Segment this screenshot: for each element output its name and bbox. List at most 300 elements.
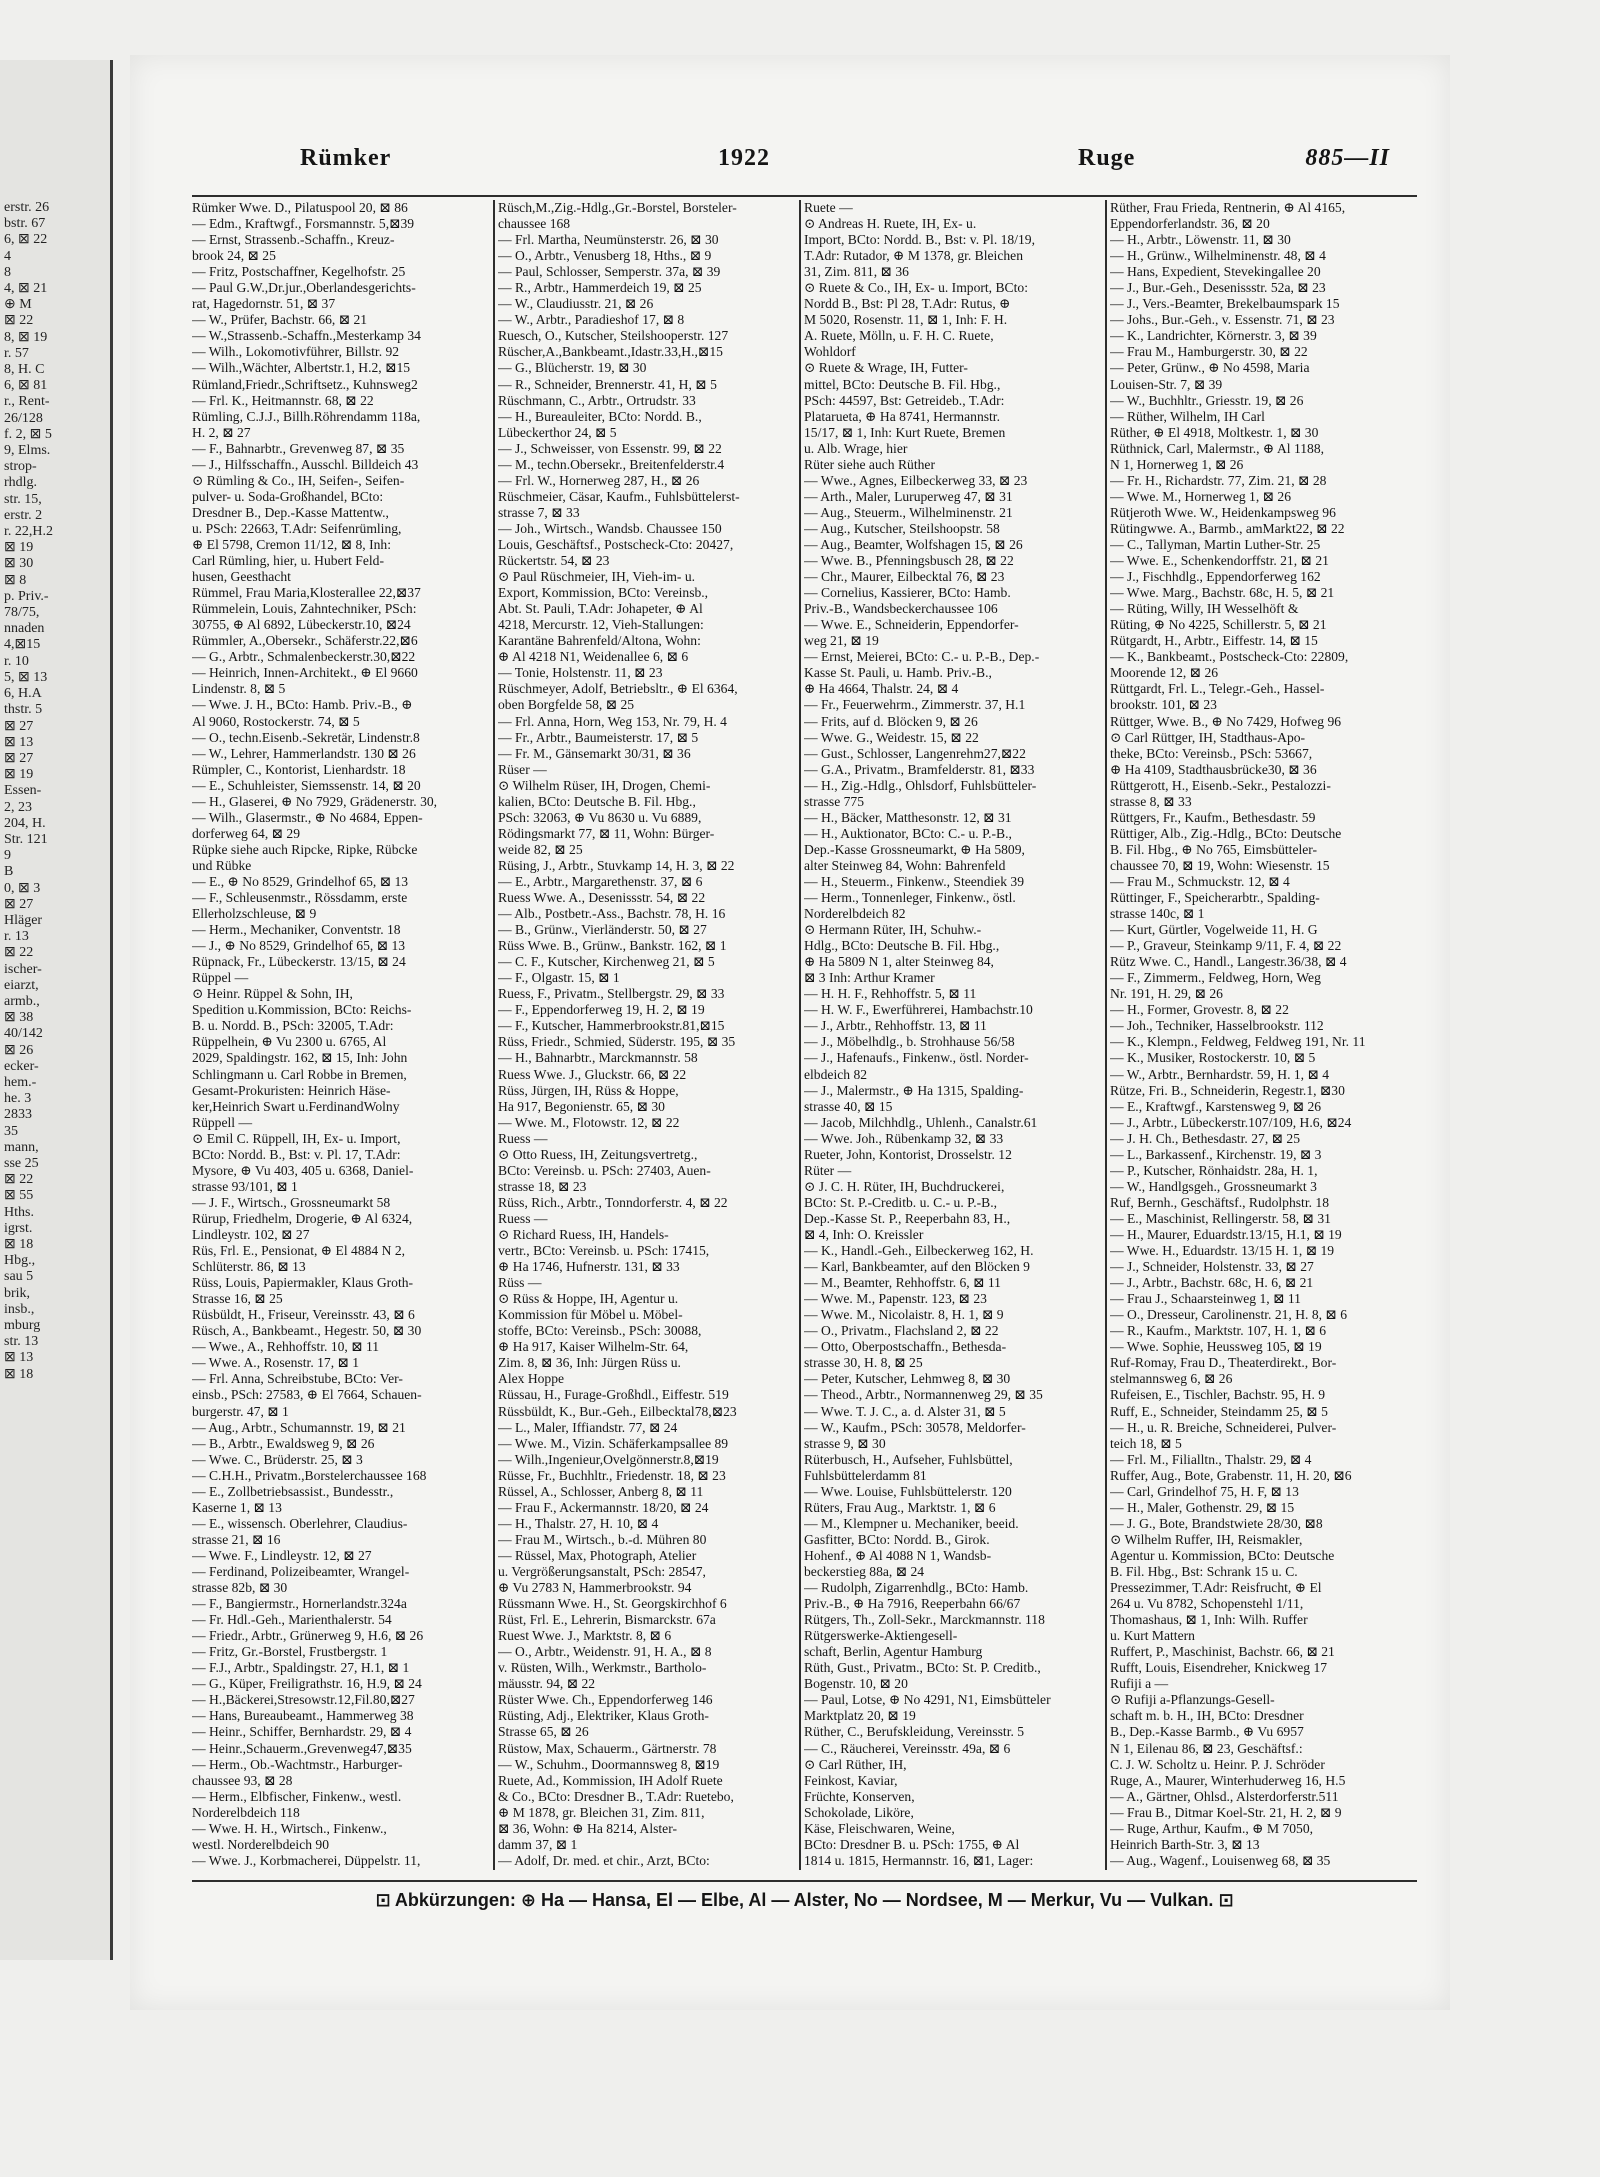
directory-entry-line: Rueter, John, Kontorist, Drosselstr. 12: [804, 1146, 1012, 1162]
directory-entry-line: — Fr. Hdl.-Geh., Marienthalerstr. 54: [192, 1612, 392, 1628]
directory-entry-line: Rüss Wwe. B., Grünw., Bankstr. 162, ⊠ 1: [498, 938, 727, 954]
directory-entry-line: — J., Schneider, Holstenstr. 33, ⊠ 27: [1110, 1259, 1314, 1275]
directory-entry-line: PSch: 44597, Bst: Getreideb., T.Adr:: [804, 392, 1005, 408]
directory-entry-line: — K., Landrichter, Körnerstr. 3, ⊠ 39: [1110, 328, 1317, 344]
directory-entry-line: B., Dep.-Kasse Barmb., ⊕ Vu 6957: [1110, 1724, 1304, 1740]
previous-page-fragment: sau 5: [4, 1269, 34, 1285]
directory-entry-line: Rüsse, Fr., Buchhltr., Friedenstr. 18, ⊠ 23: [498, 1467, 726, 1483]
directory-entry-line: — Frau J., Schaarsteinweg 1, ⊠ 11: [1110, 1291, 1301, 1307]
previous-page-fragment: he. 3: [4, 1091, 32, 1107]
directory-entry-line: Mysore, ⊕ Vu 403, 405 u. 6368, Daniel-: [192, 1162, 414, 1178]
directory-entry-line: — M., Klempner u. Mechaniker, beeid.: [804, 1515, 1019, 1531]
directory-entry-line: — J., ⊕ No 8529, Grindelhof 65, ⊠ 13: [192, 938, 406, 954]
directory-entry-line: Rüssel, A., Schlosser, Anberg 8, ⊠ 11: [498, 1483, 704, 1499]
directory-entry-line: Schlingmann u. Carl Robbe in Bremen,: [192, 1066, 407, 1082]
directory-entry-line: Rüser —: [498, 761, 547, 777]
directory-entry-line: Platarueta, ⊕ Ha 8741, Hermannstr.: [804, 408, 1000, 424]
previous-page-fragment: 4,⊠15: [4, 637, 41, 653]
directory-entry-line: — J., Arbtr., Rehhoffstr. 13, ⊠ 11: [804, 1018, 987, 1034]
directory-entry-line: Rüther, ⊕ El 4918, Moltkestr. 1, ⊠ 30: [1110, 424, 1319, 440]
directory-entry-line: — Edm., Kraftwgf., Forsmannstr. 5,⊠39: [192, 216, 415, 232]
previous-page-fragment: r. 57: [4, 345, 29, 361]
directory-entry-line: Ruess —: [498, 1210, 548, 1226]
directory-entry-line: Rüstow, Max, Schauerm., Gärtnerstr. 78: [498, 1740, 717, 1756]
directory-entry-line: strasse 18, ⊠ 23: [498, 1178, 587, 1194]
directory-entry-line: strasse 8, ⊠ 33: [1110, 793, 1192, 809]
directory-entry-line: Rütgers, Th., Zoll-Sekr., Marckmannstr. 118: [804, 1612, 1045, 1628]
directory-entry-line: A. Ruete, Mölln, u. F. H. C. Ruete,: [804, 328, 994, 344]
directory-entry-line: Rüttgers, Fr., Kaufm., Bethesdastr. 59: [1110, 809, 1316, 825]
previous-page-fragment: Essen-: [4, 783, 42, 799]
directory-entry-line: — Frl. K., Heitmannstr. 68, ⊠ 22: [192, 392, 374, 408]
abbreviations-footer: ⊡ Abkürzungen: ⊕ Ha — Hansa, El — Elbe, Al — Alster, No — Nordsee, M — Merkur, Vu — Vulkan. ⊡: [375, 1890, 1234, 1910]
directory-entry-line: — B., Grünw., Vierländerstr. 50, ⊠ 27: [498, 922, 707, 938]
directory-entry-line: — W., Claudiusstr. 21, ⊠ 26: [498, 296, 654, 312]
directory-entry-line: strasse 7, ⊠ 33: [498, 504, 580, 520]
directory-entry-line: — H. W. F., Ewerführerei, Hambachstr.10: [804, 1002, 1033, 1018]
directory-entry-line: — Frl. Martha, Neumünsterstr. 26, ⊠ 30: [498, 232, 719, 248]
directory-entry-line: Ruffer, Aug., Bote, Grabenstr. 11, H. 20, ⊠6: [1110, 1467, 1352, 1483]
directory-entry-line: ⊕ Ha 1746, Hufnerstr. 131, ⊠ 33: [498, 1259, 680, 1275]
previous-page-edge: [0, 60, 113, 1960]
directory-entry-line: — Rüther, Wilhelm, IH Carl: [1110, 408, 1265, 424]
previous-page-fragment: ⊠ 19: [4, 767, 34, 783]
directory-entry-line: — Rüting, Willy, IH Wesselhöft &: [1110, 601, 1299, 617]
directory-entry-line: ⊙ Hermann Rüter, IH, Schuhw.-: [804, 922, 982, 938]
directory-entry-line: Rüsch,M.,Zig.-Hdlg.,Gr.-Borstel, Borsteler-: [498, 200, 737, 215]
directory-entry-line: ⊙ Heinr. Rüppel & Sohn, IH,: [192, 986, 353, 1002]
directory-entry-line: chaussee 70, ⊠ 19, Wohn: Wiesenstr. 15: [1110, 857, 1330, 873]
directory-entry-line: — Friedr., Arbtr., Grünerweg 9, H.6, ⊠ 26: [192, 1628, 424, 1644]
directory-entry-line: Lindenstr. 8, ⊠ 5: [192, 681, 286, 697]
directory-entry-line: B. Fil. Hbg., Bst: Schrank 15 u. C.: [1110, 1563, 1298, 1579]
previous-page-fragment: eiarzt,: [4, 977, 39, 993]
directory-entry-line: — W., Lehrer, Hammerlandstr. 130 ⊠ 26: [192, 745, 416, 761]
directory-entry-line: — Kurt, Gürtler, Vogelweide 11, H. G: [1110, 922, 1318, 938]
directory-entry-line: ⊕ Ha 4109, Stadthausbrücke30, ⊠ 36: [1110, 761, 1317, 777]
directory-entry-line: — Heinr., Schiffer, Bernhardstr. 29, ⊠ 4: [192, 1724, 412, 1740]
directory-entry-line: Feinkost, Kaviar,: [804, 1772, 898, 1788]
directory-entry-line: — Frau M., Hamburgerstr. 30, ⊠ 22: [1110, 344, 1308, 360]
directory-entry-line: strasse 775: [804, 793, 865, 809]
directory-entry-line: B. u. Nordd. B., PSch: 32005, T.Adr:: [192, 1018, 394, 1034]
directory-entry-line: — Carl, Grindelhof 75, H. F, ⊠ 13: [1110, 1483, 1299, 1499]
directory-entry-line: — Wilh.,Ingenieur,Ovelgönnerstr.8,⊠19: [498, 1451, 719, 1467]
directory-entry-line: Rüss, Friedr., Schmied, Süderstr. 195, ⊠ 35: [498, 1034, 736, 1050]
directory-entry-line: oben Borgfelde 58, ⊠ 25: [498, 697, 635, 713]
directory-entry-line: Ruesch, O., Kutscher, Steilshooperstr. 127: [498, 328, 729, 344]
directory-entry-line: — F., Zimmerm., Feldweg, Horn, Weg: [1110, 970, 1321, 986]
directory-entry-line: — E., Maschinist, Rellingerstr. 58, ⊠ 31: [1110, 1210, 1331, 1226]
directory-entry-line: — P., Graveur, Steinkamp 9/11, F. 4, ⊠ 22: [1110, 938, 1342, 954]
directory-entry-line: Rüschmeyer, Adolf, Betriebsltr., ⊕ El 6364,: [498, 681, 738, 697]
previous-page-fragment: ischer-: [4, 961, 42, 977]
directory-entry-line: Dep.-Kasse Grossneumarkt, ⊕ Ha 5809,: [804, 841, 1025, 857]
directory-entry-line: ⊙ Otto Ruess, IH, Zeitungsvertretg.,: [498, 1146, 698, 1162]
bottom-rule: [192, 1880, 1417, 1882]
directory-entry-line: Marktplatz 20, ⊠ 19: [804, 1708, 916, 1724]
directory-entry-line: strasse 9, ⊠ 30: [804, 1435, 886, 1451]
directory-entry-line: Schokolade, Liköre,: [804, 1804, 914, 1820]
directory-entry-line: teich 18, ⊠ 5: [1110, 1435, 1182, 1451]
directory-entry-line: — H., Maurer, Eduardstr.13/15, H.1, ⊠ 19: [1110, 1227, 1342, 1242]
directory-entry-line: theke, BCto: Vereinsb., PSch: 53667,: [1110, 745, 1313, 761]
directory-entry-line: — Herm., Tonnenleger, Finkenw., östl.: [804, 890, 1016, 906]
directory-entry-line: — Aug., Arbtr., Schumannstr. 19, ⊠ 21: [192, 1419, 406, 1435]
directory-entry-line: — Ferdinand, Polizeibeamter, Wrangel-: [192, 1563, 410, 1579]
directory-entry-line: Norderelbdeich 118: [192, 1804, 300, 1820]
directory-entry-line: — Gust., Schlosser, Langenrehm27,⊠22: [804, 745, 1026, 761]
directory-entry-line: — C., Räucherei, Vereinsstr. 49a, ⊠ 6: [804, 1740, 1011, 1756]
directory-entry-line: — Johs., Bur.-Geh., v. Essenstr. 71, ⊠ 23: [1110, 312, 1335, 328]
directory-entry-line: — Wwe. T. J. C., a. d. Alster 31, ⊠ 5: [804, 1403, 1006, 1419]
previous-page-fragment: thstr. 5: [4, 702, 43, 718]
directory-entry-line: Hohenf., ⊕ Al 4088 N 1, Wandsb-: [804, 1547, 992, 1563]
directory-entry-line: Ruff, E., Schneider, Steindamm 25, ⊠ 5: [1110, 1403, 1328, 1419]
directory-entry-line: Rückertstr. 54, ⊠ 23: [498, 553, 610, 569]
directory-entry-line: ⊕ M 1878, gr. Bleichen 31, Zim. 811,: [498, 1804, 705, 1820]
directory-entry-line: chaussee 168: [498, 216, 571, 232]
directory-entry-line: — H., Glaserei, ⊕ No 7929, Grädenerstr. 30,: [192, 793, 438, 809]
directory-entry-line: Rüpnack, Fr., Lübeckerstr. 13/15, ⊠ 24: [192, 954, 406, 970]
directory-entry-line: N 1, Hornerweg 1, ⊠ 26: [1110, 456, 1244, 472]
directory-entry-line: Rüting, ⊕ No 4225, Schillerstr. 5, ⊠ 21: [1110, 617, 1327, 633]
directory-entry-line: — Wilh., Lokomotivführer, Billstr. 92: [192, 344, 400, 360]
directory-entry-line: Fuhlsbüttelerdamm 81: [804, 1467, 927, 1483]
directory-entry-line: Priv.-B., ⊕ Ha 7916, Reeperbahn 66/67: [804, 1596, 1021, 1612]
directory-entry-line: ⊙ Carl Rüther, IH,: [804, 1756, 907, 1772]
directory-entry-line: — Theod., Arbtr., Normannenweg 29, ⊠ 35: [804, 1387, 1043, 1403]
directory-entry-line: — Aug., Beamter, Wolfshagen 15, ⊠ 26: [804, 536, 1023, 552]
directory-entry-line: dorferweg 64, ⊠ 29: [192, 825, 301, 841]
directory-entry-line: Thomashaus, ⊠ 1, Inh: Wilh. Ruffer: [1110, 1612, 1308, 1628]
directory-entry-line: — Frits, auf d. Blöcken 9, ⊠ 26: [804, 713, 978, 729]
directory-entry-line: burgerstr. 47, ⊠ 1: [192, 1403, 289, 1419]
directory-entry-line: — Aug., Kutscher, Steilshoopstr. 58: [804, 520, 1000, 536]
directory-entry-line: — K., Handl.-Geh., Eilbeckerweg 162, H.: [804, 1243, 1034, 1259]
directory-entry-line: — Otto, Oberpostschaffn., Bethesda-: [804, 1339, 1007, 1355]
directory-entry-line: ⊕ Ha 917, Kaiser Wilhelm-Str. 64,: [498, 1339, 689, 1355]
directory-entry-line: — Cornelius, Kassierer, BCto: Hamb.: [804, 585, 1011, 601]
directory-entry-line: — Paul G.W.,Dr.jur.,Oberlandesgerichts-: [192, 280, 416, 296]
directory-entry-line: — Wwe. A., Rosenstr. 17, ⊠ 1: [192, 1355, 360, 1371]
directory-entry-line: rat, Hagedornstr. 51, ⊠ 37: [192, 296, 336, 312]
directory-entry-line: — H., Grünw., Wilhelminenstr. 48, ⊠ 4: [1110, 248, 1326, 264]
previous-page-fragment: 26/128: [4, 410, 43, 426]
directory-entry-line: — Herm., Elbfischer, Finkenw., westl.: [192, 1788, 402, 1804]
directory-entry-line: Rüssbüldt, K., Bur.-Geh., Eilbecktal78,⊠23: [498, 1403, 737, 1419]
directory-entry-line: [1110, 1869, 1406, 1870]
directory-entry-line: Rümmelein, Louis, Zahntechniker, PSch:: [192, 601, 417, 617]
directory-entry-line: — Frau M., Schmuckstr. 12, ⊠ 4: [1110, 873, 1290, 889]
directory-entry-line: Rütingwwe. A., Barmb., amMarkt22, ⊠ 22: [1110, 520, 1345, 536]
directory-entry-line: — K., Bankbeamt., Postscheck-Cto: 22809,: [1110, 649, 1349, 665]
previous-page-fragment: ⊕ M: [4, 297, 32, 313]
directory-entry-line: Rüsing, J., Arbtr., Stuvkamp 14, H. 3, ⊠ 22: [498, 857, 735, 873]
directory-entry-line: Früchte, Konserven,: [804, 1788, 915, 1804]
previous-page-fragment: 6, ⊠ 81: [4, 378, 48, 394]
directory-entry-line: Bogenstr. 10, ⊠ 20: [804, 1676, 908, 1692]
directory-entry-line: — W.,Strassenb.-Schaffn.,Mesterkamp 34: [192, 328, 421, 344]
directory-entry-line: ⊠ 3 Inh: Arthur Kramer: [804, 970, 935, 986]
previous-page-fragment: 8, ⊠ 19: [4, 329, 48, 345]
directory-entry-line: — Wwe. M., Flotowstr. 12, ⊠ 22: [498, 1114, 680, 1130]
directory-entry-line: Karantäne Bahrenfeld/Altona, Wohn:: [498, 633, 701, 649]
directory-entry-line: — G., Arbtr., Schmalenbeckerstr.30,⊠22: [192, 649, 416, 665]
directory-entry-line: Schlüterstr. 86, ⊠ 13: [192, 1259, 306, 1275]
directory-entry-line: — M., techn.Obersekr., Breitenfelderstr.4: [498, 456, 725, 472]
directory-entry-line: — Karl, Bankbeamter, auf den Blöcken 9: [804, 1259, 1030, 1275]
previous-page-fragment: 4: [4, 248, 11, 264]
header-last-entry: Ruge: [1078, 145, 1136, 171]
directory-entry-line: Käse, Fleischwaren, Weine,: [804, 1820, 955, 1836]
directory-entry-line: — G.A., Privatm., Bramfelderstr. 81, ⊠33: [804, 761, 1035, 777]
directory-entry-line: Rüscher,A.,Bankbeamt.,Idastr.33,H.,⊠15: [498, 344, 723, 360]
directory-entry-line: Spedition u.Kommission, BCto: Reichs-: [192, 1002, 412, 1018]
directory-entry-line: — J., Arbtr., Lübeckerstr.107/109, H.6, ⊠24: [1110, 1114, 1352, 1130]
previous-page-fragment: Hths.: [4, 1204, 34, 1220]
directory-entry-line: schaft m. b. H., IH, BCto: Dresdner: [1110, 1708, 1304, 1724]
directory-entry-line: strasse 82b, ⊠ 30: [192, 1580, 288, 1596]
directory-entry-line: — A., Gärtner, Ohlsd., Alsterdorferstr.511: [1110, 1788, 1339, 1804]
directory-entry-line: — L., Barkassenf., Kirchenstr. 19, ⊠ 3: [1110, 1146, 1322, 1162]
directory-entry-line: — J., Malermstr., ⊕ Ha 1315, Spalding-: [804, 1082, 1024, 1098]
directory-entry-line: — L., Maler, Iffiandstr. 77, ⊠ 24: [498, 1419, 678, 1435]
directory-entry-line: kalien, BCto: Deutsche B. Fil. Hbg.,: [498, 793, 696, 809]
directory-entry-line: — Frl. Anna, Horn, Weg 153, Nr. 79, H. 4: [498, 713, 727, 729]
directory-entry-line: strasse 21, ⊠ 16: [192, 1531, 281, 1547]
previous-page-fragment: ⊠ 22: [4, 1172, 34, 1188]
directory-entry-line: Rüthnick, Carl, Malermstr., ⊕ Al 1188,: [1110, 440, 1325, 456]
directory-entry-line: — Frl. M., Filialltn., Thalstr. 29, ⊠ 4: [1110, 1451, 1312, 1467]
directory-entry-line: Alex Hoppe: [498, 1371, 565, 1387]
directory-entry-line: Rütgardt, H., Arbtr., Eiffestr. 14, ⊠ 15: [1110, 633, 1318, 649]
directory-entry-line: Rüss —: [498, 1275, 542, 1291]
directory-entry-line: — Peter, Kutscher, Lehmweg 8, ⊠ 30: [804, 1371, 1011, 1387]
directory-entry-line: Rüppelhein, ⊕ Vu 2300 u. 6765, Al: [192, 1034, 387, 1050]
directory-entry-line: Rüster Wwe. Ch., Eppendorferweg 146: [498, 1692, 713, 1708]
directory-entry-line: — Alb., Postbetr.-Ass., Bachstr. 78, H. 16: [498, 906, 726, 922]
directory-entry-line: — Frl. W., Hornerweg 287, H., ⊠ 26: [498, 472, 700, 488]
directory-entry-line: — H., Arbtr., Löwenstr. 11, ⊠ 30: [1110, 232, 1291, 248]
directory-entry-line: — J. F., Wirtsch., Grossneumarkt 58: [192, 1194, 391, 1210]
directory-entry-line: — Joh., Wirtsch., Wandsb. Chaussee 150: [498, 520, 722, 536]
previous-page-fragment: 4, ⊠ 21: [4, 281, 48, 297]
previous-page-fragment: insb.,: [4, 1301, 35, 1317]
directory-entry-line: ⊕ Ha 4664, Thalstr. 24, ⊠ 4: [804, 681, 959, 697]
directory-entry-line: Carl Rümling, hier, u. Hubert Feld-: [192, 553, 385, 569]
previous-page-fragment: brik,: [4, 1285, 31, 1301]
directory-entry-line: Rüssau, H., Furage-Großhdl., Eiffestr. 519: [498, 1387, 729, 1403]
column-1: [192, 200, 488, 1870]
directory-entry-line: — B., Arbtr., Ewaldsweg 9, ⊠ 26: [192, 1435, 375, 1451]
header-page-number: 885—II: [1305, 145, 1390, 171]
directory-entry-line: — E., Kraftwgf., Karstensweg 9, ⊠ 26: [1110, 1098, 1322, 1114]
directory-entry-line: — O., Dresseur, Carolinenstr. 21, H. 8, ⊠ 6: [1110, 1307, 1348, 1323]
directory-entry-line: — Jacob, Milchhdlg., Uhlenh., Canalstr.61: [804, 1114, 1038, 1130]
directory-entry-line: Rümmel, Frau Maria,Klosterallee 22,⊠37: [192, 585, 421, 601]
previous-page-fragment: ⊠ 13: [4, 734, 34, 750]
directory-entry-line: BCto: St. P.-Creditb. u. C.- u. P.-B.,: [804, 1194, 997, 1210]
column-4: [1110, 200, 1406, 1870]
directory-entry-line: ⊕ Al 4218 N1, Weidenallee 6, ⊠ 6: [498, 649, 689, 665]
directory-entry-line: alter Steinweg 84, Wohn: Bahrenfeld: [804, 857, 1006, 873]
directory-entry-line: Wohldorf: [804, 344, 856, 360]
directory-entry-line: — J., Hilfsschaffn., Ausschl. Billdeich 43: [192, 456, 419, 472]
previous-page-fragment: ⊠ 8: [4, 572, 27, 588]
previous-page-fragment: Hbg.,: [4, 1253, 36, 1269]
previous-page-fragment: Str. 121: [4, 831, 48, 847]
directory-entry-line: Ruess Wwe. J., Gluckstr. 66, ⊠ 22: [498, 1066, 687, 1082]
directory-entry-line: — J. G., Bote, Brandstwiete 28/30, ⊠8: [1110, 1515, 1323, 1531]
directory-entry-line: Rüttinger, F., Speicherarbtr., Spalding-: [1110, 890, 1320, 906]
previous-page-fragment: r., Rent-: [4, 394, 50, 410]
directory-entry-line: — Herm., Mechaniker, Conventstr. 18: [192, 922, 401, 938]
directory-entry-line: weide 82, ⊠ 25: [498, 841, 583, 857]
directory-entry-line: Rüss, Louis, Papiermakler, Klaus Groth-: [192, 1275, 414, 1291]
previous-page-fragment: 2833: [4, 1107, 32, 1123]
directory-entry-line: — E., wissensch. Oberlehrer, Claudius-: [192, 1515, 408, 1531]
previous-page-fragment: r. 13: [4, 929, 29, 945]
directory-entry-line: — O., Arbtr., Venusberg 18, Hths., ⊠ 9: [498, 248, 712, 264]
directory-entry-line: — F., Bahnarbtr., Grevenweg 87, ⊠ 35: [192, 440, 405, 456]
directory-entry-line: — W., Prüfer, Bachstr. 66, ⊠ 21: [192, 312, 368, 328]
directory-entry-line: — Frl. Anna, Schreibstube, BCto: Ver-: [192, 1371, 403, 1387]
column-3: [804, 200, 1100, 1870]
directory-entry-line: mittel, BCto: Deutsche B. Fil. Hbg.,: [804, 376, 1001, 392]
previous-page-fragment: 204, H.: [4, 815, 46, 831]
directory-entry-line: — Heinr.,Schauerm.,Grevenweg47,⊠35: [192, 1740, 412, 1756]
directory-entry-line: Heinrich Barth-Str. 3, ⊠ 13: [1110, 1836, 1260, 1852]
directory-entry-line: Rümmler, A.,Obersekr., Schäferstr.22,⊠6: [192, 633, 418, 649]
directory-page: [130, 55, 1450, 2010]
previous-page-fragment: ⊠ 18: [4, 1237, 34, 1252]
directory-entry-line: Moorende 12, ⊠ 26: [1110, 665, 1219, 681]
directory-entry-line: — Wwe. F., Lindleystr. 12, ⊠ 27: [192, 1547, 372, 1563]
directory-entry-line: Rüs, Frl. E., Pensionat, ⊕ El 4884 N 2,: [192, 1243, 406, 1259]
directory-entry-line: — F., Bangiermstr., Hornerlandstr.324a: [192, 1596, 407, 1612]
directory-entry-line: — H., Bäcker, Matthesonstr. 12, ⊠ 31: [804, 809, 1012, 825]
previous-page-fragment: Hläger: [4, 912, 43, 928]
directory-entry-line: — H., Thalstr. 27, H. 10, ⊠ 4: [498, 1515, 659, 1531]
directory-entry-line: & Co., BCto: Dresdner B., T.Adr: Ruetebo,: [498, 1788, 734, 1804]
directory-entry-line: — H. H. F., Rehhoffstr. 5, ⊠ 11: [804, 986, 977, 1002]
directory-entry-line: — O., Arbtr., Weidenstr. 91, H. A., ⊠ 8: [498, 1644, 712, 1660]
directory-entry-line: Rüttger, Wwe. B., ⊕ No 7429, Hofweg 96: [1110, 713, 1342, 729]
directory-entry-line: Dresdner B., Dep.-Kasse Mattentw.,: [192, 504, 389, 520]
directory-entry-line: — Peter, Grünw., ⊕ No 4598, Maria: [1110, 360, 1310, 376]
directory-entry-line: Ruf, Bernh., Geschäftsf., Rudolphstr. 18: [1110, 1194, 1329, 1210]
directory-entry-line: Rütgerswerke-Aktiengesell-: [804, 1628, 958, 1644]
previous-page-fragment: ecker-: [4, 1058, 39, 1074]
directory-entry-line: — J., Arbtr., Bachstr. 68c, H. 6, ⊠ 21: [1110, 1275, 1314, 1291]
directory-entry-line: — Wilh., Glasermstr., ⊕ No 4684, Eppen-: [192, 809, 423, 825]
directory-entry-line: — Wwe. E., Schenkendorffstr. 21, ⊠ 21: [1110, 553, 1329, 569]
directory-entry-line: T.Adr: Rutador, ⊕ M 1378, gr. Bleichen: [804, 248, 1023, 264]
directory-entry-line: — F., Olgastr. 15, ⊠ 1: [498, 970, 620, 986]
directory-entry-line: — Tonie, Holstenstr. 11, ⊠ 23: [498, 665, 663, 681]
directory-entry-line: Kasse St. Pauli, u. Hamb. Priv.-B.,: [804, 665, 992, 681]
directory-entry-line: Strasse 65, ⊠ 26: [498, 1724, 589, 1740]
directory-entry-line: — R., Arbtr., Hammerdeich 19, ⊠ 25: [498, 280, 702, 296]
directory-entry-line: ⊕ El 5798, Cremon 11/12, ⊠ 8, Inh:: [192, 536, 391, 552]
directory-entry-line: 4218, Mercurstr. 12, Vieh-Stallungen:: [498, 617, 704, 633]
directory-entry-line: — Rudolph, Zigarrenhdlg., BCto: Hamb.: [804, 1580, 1029, 1596]
directory-entry-line: u. Vergrößerungsanstalt, PSch: 28547,: [498, 1563, 706, 1579]
directory-entry-line: Rüsch, A., Bankbeamt., Hegestr. 50, ⊠ 30: [192, 1323, 422, 1339]
directory-entry-line: ⊙ Rufiji a-Pflanzungs-Gesell-: [1110, 1692, 1275, 1708]
directory-entry-line: Gesamt-Prokuristen: Heinrich Häse-: [192, 1082, 391, 1098]
directory-entry-line: Ruess —: [498, 1130, 548, 1146]
directory-entry-line: ⊙ Carl Rüttger, IH, Stadthaus-Apo-: [1110, 729, 1306, 745]
directory-entry-line: Zim. 8, ⊠ 36, Inh: Jürgen Rüss u.: [498, 1355, 681, 1371]
directory-entry-line: Rüschmann, C., Arbtr., Ortrudstr. 33: [498, 392, 696, 408]
previous-page-fragment: ⊠ 19: [4, 540, 34, 556]
previous-page-fragment: 6, H.A: [4, 686, 42, 702]
directory-entry-line: — H., Auktionator, BCto: C.- u. P.-B.,: [804, 825, 1012, 841]
previous-page-fragment: armb.,: [4, 993, 40, 1009]
directory-entry-line: — G., Küper, Freiligrathstr. 16, H.9, ⊠ 24: [192, 1676, 422, 1692]
directory-entry-line: chaussee 93, ⊠ 28: [192, 1772, 293, 1788]
directory-entry-line: BCto: Vereinsb. u. PSch: 27403, Auen-: [498, 1162, 711, 1178]
directory-entry-line: Rüterbusch, H., Aufseher, Fuhlsbüttel,: [804, 1451, 1013, 1467]
column-divider: [1105, 200, 1107, 1870]
directory-entry-line: Export, Kommission, BCto: Vereinsb.,: [498, 585, 709, 601]
directory-entry-line: — P., Kutscher, Rönhaidstr. 28a, H. 1,: [1110, 1162, 1318, 1178]
directory-entry-line: Priv.-B., Wandsbeckerchaussee 106: [804, 601, 998, 617]
directory-entry-line: Rüsting, Adj., Elektriker, Klaus Groth-: [498, 1708, 709, 1724]
directory-entry-line: Rümling, C.J.J., Billh.Röhrendamm 118a,: [192, 408, 421, 424]
column-2: [498, 200, 794, 1870]
directory-entry-line: — Paul, Lotse, ⊕ No 4291, N1, Eimsbütteler: [804, 1692, 1051, 1708]
directory-columns: [192, 200, 1417, 1870]
directory-entry-line: — Wilh.,Wächter, Albertstr.1, H.2, ⊠15: [192, 360, 411, 376]
directory-entry-line: strasse 140c, ⊠ 1: [1110, 906, 1205, 922]
directory-entry-line: 15/17, ⊠ 1, Inh: Kurt Ruete, Bremen: [804, 424, 1006, 440]
directory-entry-line: — H., u. R. Breiche, Schneiderei, Pulver-: [1110, 1419, 1337, 1435]
directory-entry-line: 31, Zim. 811, ⊠ 36: [804, 264, 909, 280]
directory-entry-line: — H.,Bäckerei,Stresowstr.12,Fil.80,⊠27: [192, 1692, 415, 1708]
directory-entry-line: Dep.-Kasse St. P., Reeperbahn 83, H.,: [804, 1210, 1011, 1226]
directory-entry-line: schaft, Berlin, Agentur Hamburg: [804, 1644, 983, 1660]
top-rule: [192, 195, 1417, 197]
directory-entry-line: — Ernst, Meierei, BCto: C.- u. P.-B., Dep.-: [804, 649, 1040, 665]
directory-entry-line: — Arth., Maler, Luruperweg 47, ⊠ 31: [804, 488, 1013, 504]
directory-entry-line: — J., Hafenaufs., Finkenw., östl. Norder-: [804, 1050, 1029, 1066]
directory-entry-line: Ha 917, Begonienstr. 65, ⊠ 30: [498, 1098, 665, 1114]
directory-entry-line: — Wwe. M., Papenstr. 123, ⊠ 23: [804, 1291, 987, 1307]
directory-entry-line: Rürup, Friedhelm, Drogerie, ⊕ Al 6324,: [192, 1210, 413, 1226]
directory-entry-line: Rümpler, C., Kontorist, Lienhardstr. 18: [192, 761, 406, 777]
directory-entry-line: — Wwe. J., Korbmacherei, Düppelstr. 11,: [192, 1852, 421, 1868]
directory-entry-line: — E., ⊕ No 8529, Grindelhof 65, ⊠ 13: [192, 873, 409, 889]
previous-page-fragment: hem.-: [4, 1074, 37, 1090]
directory-entry-line: — Rüssel, Max, Photograph, Atelier: [498, 1547, 697, 1563]
directory-entry-line: — F., Schleusenmstr., Rössdamm, erste: [192, 890, 408, 906]
directory-entry-line: [804, 1869, 1100, 1870]
directory-entry-line: Rüst, Frl. E., Lehrerin, Bismarckstr. 67a: [498, 1612, 716, 1628]
directory-entry-line: N 1, Eilenau 86, ⊠ 23, Geschäftsf.:: [1110, 1740, 1303, 1756]
directory-entry-line: ⊠ 36, Wohn: ⊕ Ha 8214, Alster-: [498, 1820, 677, 1836]
directory-entry-line: ker,Heinrich Swart u.FerdinandWolny: [192, 1098, 400, 1114]
directory-entry-line: Import, BCto: Nordd. B., Bst: v. Pl. 18/19,: [804, 232, 1035, 248]
previous-page-fragment: str. 13: [4, 1334, 39, 1350]
directory-entry-line: Rufeisen, E., Tischler, Bachstr. 95, H. 9: [1110, 1387, 1326, 1403]
directory-entry-line: ⊙ Paul Rüschmeier, IH, Vieh-im- u.: [498, 569, 696, 585]
directory-entry-line: 2029, Spaldingstr. 162, ⊠ 15, Inh: John: [192, 1050, 408, 1066]
directory-entry-line: — K., Klempn., Feldweg, Feldweg 191, Nr. 11: [1110, 1034, 1366, 1050]
directory-entry-line: Rüter siehe auch Rüther: [804, 456, 935, 472]
